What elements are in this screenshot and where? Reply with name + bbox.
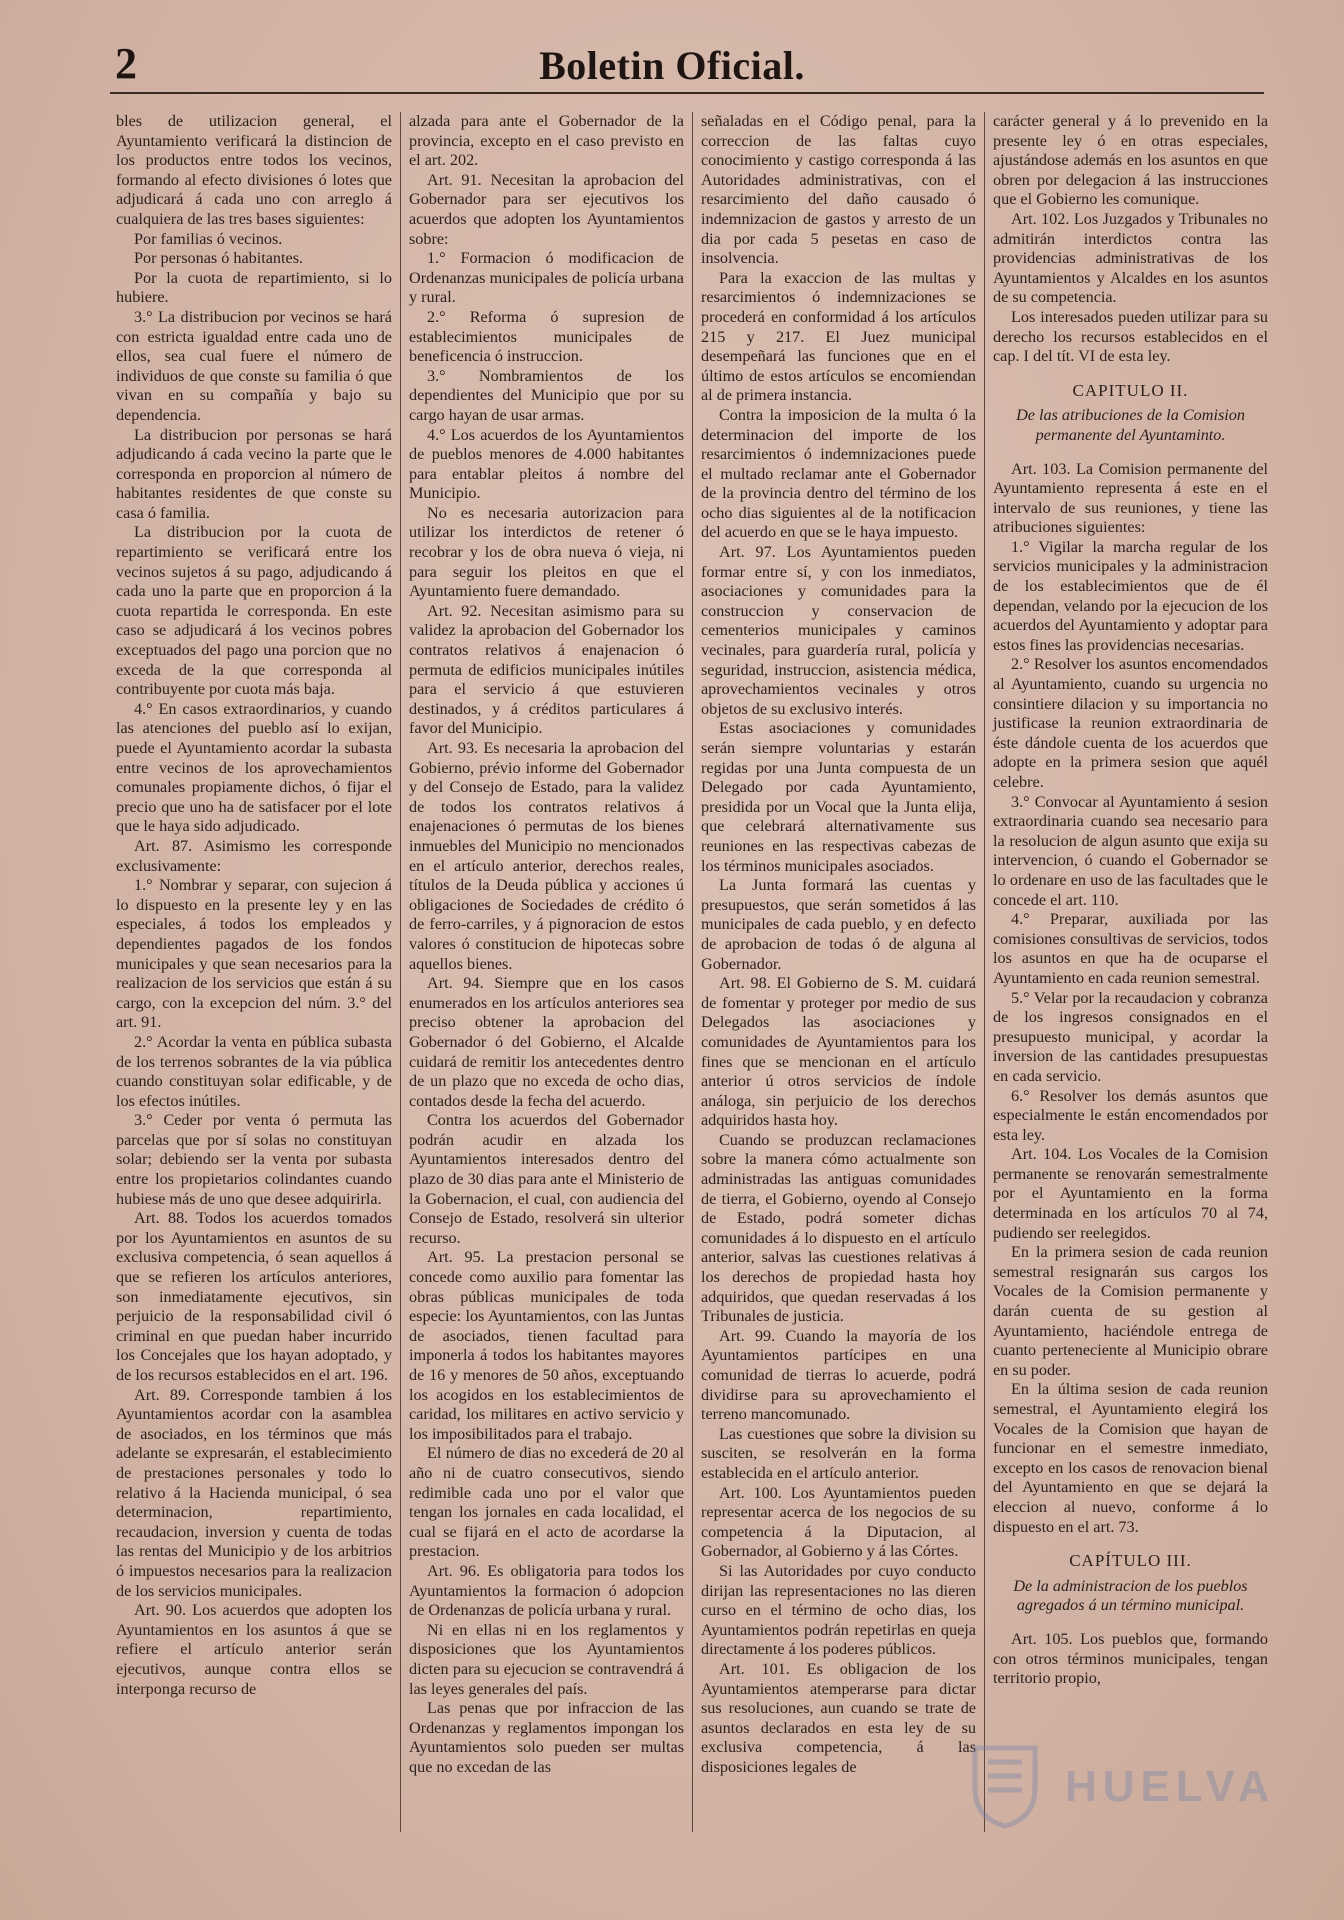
paragraph: Art. 98. El Gobierno de S. M. cuidará de fomentar y proteger por medio de sus Delegados las asociaciones y comunidades de Ayuntamientos para los fines que se mencionan en el artículo anterior ú otros servicios de índole análoga, sin perjuicio de los derechos adquiridos hasta hoy.: [701, 974, 976, 1130]
paragraph: 1.° Nombrar y separar, con sujecion á lo dispuesto en la presente ley y en las especiales, á todos los empleados y dependientes pagados de los fondos municipales y que sean necesarios para la realizacion de los servicios que están á su cargo, con la excepcion del núm. 3.° del art. 91.: [116, 876, 392, 1032]
text-columns: [108, 112, 1278, 1832]
paragraph: 2.° Acordar la venta en pública subasta de los terrenos sobrantes de la via pública cuando constituyan solar edificable, y de los efectos inútiles.: [116, 1032, 392, 1110]
paragraph: Art. 95. La prestacion personal se concede como auxilio para fomentar las obras públicas municipales de toda especie: los Ayuntamientos, con las Juntas de asociados, tienen facultad para imponerla á todos los habitantes mayores de 16 y menores de 50 años, exceptuando los acogidos en los establecimientos de caridad, los militares en activo servicio y los imposibilitados para el trabajo.: [409, 1248, 684, 1443]
paragraph: Por personas ó habitantes.: [134, 249, 304, 268]
chapter-subtitle: De la administracion de los pueblos agregados á un término municipal.: [1013, 1576, 1248, 1615]
paragraph: Si las Autoridades por cuyo conducto dirijan las representaciones no las dieren curso en el término de ocho dias, los Ayuntamientos podrán repetirlas en queja directamente á los poderes públicos.: [701, 1561, 976, 1659]
chapter-heading: CAPITULO II.: [1072, 380, 1189, 400]
paragraph: 4.° En casos extraordinarios, y cuando las atenciones del pueblo así lo exijan, puede el Ayuntamiento acordar la subasta entre vecinos de los aprovechamientos comunales propiamente dichos, ó fijar el precio que uno ha de satisfacer por el lote que le haya sido adjudicado.: [116, 699, 392, 836]
paragraph: La distribucion por la cuota de repartimiento se verificará entre los vecinos sujetos á su pago, adjudicando á cada uno la parte que en proporcion á la cuota repartida le corresponda. En este caso se adjudicará á los vecinos pobres exceptuados del pago una porcion que no exceda de la que corresponda al contribuyente por cuota más baja.: [116, 523, 392, 699]
paragraph: Art. 103. La Comision permanente del Ayuntamiento representa á este en el intervalo de sus reuniones, y tiene las atribuciones siguientes:: [993, 459, 1268, 537]
paragraph: Art. 99. Cuando la mayoría de los Ayuntamientos partícipes en una comunidad de tierras lo acuerde, podrá dividirse para su aprovechamiento el terreno mancomunado.: [701, 1326, 976, 1424]
paragraph: Art. 97. Los Ayuntamientos pueden formar entre sí, y con los inmediatos, asociaciones y comunidades para la construccion y conservacion de cementerios municipales y caminos vecinales, para guardería rural, policía y seguridad, instruccion, asistencia médica, aprovechamientos vecinales y otros objetos de su exclusivo interés.: [701, 543, 976, 718]
paragraph: Contra la imposicion de la multa ó la determinacion del importe de los resarcimientos ó indemnizaciones puede el multado reclamar ante el Gobernador de la provincia dentro del término de los ocho dias siguientes al de la notificacion del acuerdo en que se le haya impuesto.: [701, 405, 976, 542]
watermark: [960, 1740, 1300, 1830]
paragraph: Art. 105. Los pueblos que, formando con otros términos municipales, tengan territorio propio,: [993, 1629, 1268, 1688]
coat-of-arms-icon: [960, 1740, 1050, 1830]
paragraph: Art. 89. Corresponde tambien á los Ayuntamientos acordar con la asamblea de asociados, en los términos que más adelante se expresarán, el establecimiento de prestaciones personales y todo lo relativo á la Hacienda municipal, ó sea determinacion, repartimiento, recaudacion, inversion y cuenta de todas las rentas del Municipio y de los arbitrios ó impuestos necesarios para la realizacion de los servicios municipales.: [116, 1385, 392, 1600]
chapter-heading: CAPÍTULO III.: [1069, 1551, 1192, 1571]
paragraph: Art. 102. Los Juzgados y Tribunales no admitirán interdictos contra las providencias administrativas de los Ayuntamientos y Alcaldes en los asuntos de su competencia.: [993, 209, 1268, 307]
paragraph: La distribucion por personas se hará adjudicando á cada vecino la parte que le corresponda en proporcion al número de habitantes residentes de que conste su casa ó familia.: [116, 425, 392, 522]
paragraph: Las penas que por infraccion de las Ordenanzas y reglamentos impongan los Ayuntamientos solo pueden ser multas que no excedan de las: [409, 1699, 684, 1776]
paragraph: Art. 90. Los acuerdos que adopten los Ayuntamientos en los asuntos á que se refiere el artículo anterior serán ejecutivos, aunque contra ellos se interponga recurso de: [116, 1601, 392, 1698]
paragraph: 3.° Convocar al Ayuntamiento á sesion extraordinaria cuando sea necesario para la resolucion de algun asunto que exija su intervencion, ó cuando el Gobernador se lo ordenare en uso de las facultades que le concede el art. 110.: [993, 792, 1268, 909]
paragraph: Art. 100. Los Ayuntamientos pueden representar acerca de los negocios de su competencia á la Diputacion, al Gobernador, al Gobierno y á las Córtes.: [701, 1483, 976, 1561]
paragraph: 4.° Preparar, auxiliada por las comisiones consultivas de servicios, todos los asuntos en que ha de ocuparse el Ayuntamiento en cada reunion semestral.: [993, 910, 1268, 987]
paragraph: señaladas en el Código penal, para la correccion de las faltas cuyo conocimiento y castigo corresponda á las Autoridades administrativas, con el resarcimiento del daño causado ó indemnizacion de gastos y arresto de un dia por cada 5 pesetas en caso de insolvencia.: [701, 112, 976, 268]
paragraph: bles de utilizacion general, el Ayuntamiento verificará la distincion de los productos entre todos los vecinos, formando al efecto divisiones ó lotes que adjudicará á cada uno con arreglo á cualquiera de las tres bases siguientes:: [116, 112, 392, 228]
paragraph: alzada para ante el Gobernador de la provincia, excepto en el caso previsto en el art. 202.: [409, 112, 684, 170]
paragraph: 3.° Nombramientos de los dependientes del Municipio que por su cargo hayan de usar armas.: [409, 366, 684, 424]
column-3: [692, 112, 984, 1832]
column-4: [984, 112, 1276, 1832]
paragraph: Contra los acuerdos del Gobernador podrán acudir en alzada los Ayuntamientos interesados dentro del plazo de 30 dias para ante el Ministerio de la Gobernacion, el cual, con audiencia del Consejo de Estado, resolverá sin ulterior recurso.: [409, 1111, 684, 1247]
paragraph: 2.° Reforma ó supresion de establecimientos municipales de beneficencia ó instruccion.: [409, 307, 684, 366]
paragraph: Estas asociaciones y comunidades serán siempre voluntarias y estarán regidas por una Junta compuesta de un Delegado por cada Ayuntamiento, presidida por un Vocal que la Junta elija, que celebrará alternativamente sus reuniones en las respectivas cabezas de los términos municipales asociados.: [701, 719, 976, 875]
paragraph: 4.° Los acuerdos de los Ayuntamientos de pueblos menores de 4.000 habitantes para entablar pleitos á nombre del Municipio.: [409, 425, 684, 503]
paragraph: 2.° Resolver los asuntos encomendados al Ayuntamiento, cuando su urgencia no consintiere dilacion y su importancia no justificase la reunion extraordinaria de éste dándole cuenta de los acuerdos que adopte en la primera sesion que aquél celebre.: [993, 655, 1268, 791]
header-rule: [110, 92, 1264, 94]
page-number: 2: [115, 39, 137, 88]
paragraph: 1.° Vigilar la marcha regular de los servicios municipales y la administracion de los establecimientos que de él dependan, velando por la ejecucion de los acuerdos del Ayuntamiento y adoptar para estos fines las providencias necesarias.: [993, 537, 1268, 654]
page-title: Boletin Oficial.: [539, 43, 805, 88]
paragraph: Art. 94. Siempre que en los casos enumerados en los artículos anteriores sea preciso obtener la aprobacion del Gobernador ó del Gobierno, el Alcalde cuidará de remitir los antecedentes dentro de un plazo que no exceda de ocho dias, contados desde la fecha del acuerdo.: [409, 974, 684, 1110]
paragraph: Art. 87. Asimismo les corresponde exclusivamente:: [116, 836, 392, 875]
column-1: [108, 112, 400, 1832]
paragraph: En la última sesion de cada reunion semestral, el Ayuntamiento elegirá los Vocales de la Comision que hayan de funcionar en el semestre inmediato, excepto en los casos de renovacion bienal del Ayuntamiento en que se dejará la eleccion al nuevo, conforme á lo dispuesto en el art. 73.: [993, 1380, 1268, 1536]
paragraph: 3.° Ceder por venta ó permuta las parcelas que por sí solas no constituyan solar; debiendo ser la venta por subasta entre los propietarios colindantes cuando hubiese más de uno que desee adquirirla.: [116, 1111, 392, 1208]
paragraph: Las cuestiones que sobre la division su susciten, se resolverán en la forma establecida en el artículo anterior.: [701, 1424, 976, 1482]
paragraph: Art. 101. Es obligacion de los Ayuntamientos atemperarse para dictar sus resoluciones, aun cuando se trate de asuntos declarados en esta ley de su exclusiva competencia, á las disposiciones legales de: [701, 1659, 976, 1776]
paragraph: 3.° La distribucion por vecinos se hará con estricta igualdad entre cada uno de ellos, sea cual fuere el número de individuos de que conste su familia ó que vivan en su compañía y bajo su dependencia.: [116, 307, 392, 424]
paragraph: La Junta formará las cuentas y presupuestos, que serán sometidos á las municipales de cada pueblo, y en defecto de aprobacion de todas ó de alguna al Gobernador.: [701, 876, 976, 973]
paragraph: El número de dias no excederá de 20 al año ni de cuatro consecutivos, siendo redimible cada uno por el valor que tengan los jornales en cada localidad, el cual se fijará en el acto de acordarse la prestacion.: [409, 1444, 684, 1561]
paragraph: 5.° Velar por la recaudacion y cobranza de los ingresos consignados en el presupuesto municipal, y acordar la inversion de las cantidades presupuestas en cada servicio.: [993, 988, 1268, 1085]
paragraph: Por familias ó vecinos.: [134, 229, 283, 248]
paragraph: En la primera sesion de cada reunion semestral resignarán sus cargos los Vocales de la Comision permanente y darán cuenta de su gestion al Ayuntamiento, haciéndole entrega de cuanto perteneciente al Municipio obrare en su poder.: [993, 1243, 1268, 1379]
paragraph: Art. 92. Necesitan asimismo para su validez la aprobacion del Gobernador los contratos relativos á enajenacion ó permuta de edificios municipales inútiles para el servicio á que estuvieren destinados, y á créditos particulares á favor del Municipio.: [409, 601, 684, 738]
paragraph: Art. 88. Todos los acuerdos tomados por los Ayuntamientos en asuntos de su exclusiva competencia, ó sean aquellos á que se refieren los artículos anteriores, son inmediatamente ejecutivos, sin perjuicio de la responsabilidad civil ó criminal en que puedan haber incurrido los Concejales que los hayan adoptado, y de los recursos establecidos en el art. 196.: [116, 1209, 392, 1384]
paragraph: Art. 96. Es obligatoria para todos los Ayuntamientos la formacion ó adopcion de Ordenanzas de policía urbana y rural.: [409, 1561, 684, 1620]
paragraph: Cuando se produzcan reclamaciones sobre la manera cómo actualmente son administradas las antiguas comunidades de tierra, el Gobierno, oyendo al Consejo de Estado, podrá someter dichas comunidades á lo dispuesto en el artículo anterior, salvas las cuestiones relativas á los derechos de propiedad hasta hoy adquiridos, que quedan reservadas á los Tribunales de justicia.: [701, 1130, 976, 1326]
page-header: [0, 30, 1344, 100]
paragraph: Ni en ellas ni en los reglamentos y disposiciones que los Ayuntamientos dicten para su ejecucion se contravendrá á las leyes generales del país.: [409, 1620, 684, 1698]
watermark-text: HUELVA: [1065, 1762, 1276, 1811]
paragraph: 6.° Resolver los demás asuntos que especialmente le están encomendados por esta ley.: [993, 1086, 1268, 1144]
chapter-subtitle: De las atribuciones de la Comision permanente del Ayuntaminto.: [1016, 406, 1245, 444]
paragraph: 1.° Formacion ó modificacion de Ordenanzas municipales de policía urbana y rural.: [409, 249, 684, 307]
paragraph: Art. 91. Necesitan la aprobacion del Gobernador para ser ejecutivos los acuerdos que adopten los Ayuntamientos sobre:: [409, 170, 684, 248]
paragraph: Art. 93. Es necesaria la aprobacion del Gobierno, prévio informe del Gobernador y del Consejo de Estado, para la validez de todos los contratos relativos á enajenaciones ó permutas de los bienes inmuebles del Municipio no mencionados en el artículo anterior, derechos reales, títulos de la Deuda pública y acciones ú obligaciones de Sociedades de crédito ó de ferro-carriles, y á pignoracion de estos valores ó constitucion de hipotecas sobre aquellos bienes.: [409, 739, 684, 973]
paragraph: No es necesaria autorizacion para utilizar los interdictos de retener ó recobrar y los de obra nueva ó vieja, ni para seguir los pleitos en que el Ayuntamiento fuere demandado.: [409, 503, 684, 601]
column-2: [400, 112, 692, 1832]
paragraph: Art. 104. Los Vocales de la Comision permanente se renovarán semestralmente por el Ayuntamiento en la forma determinada en los artículos 70 al 74, pudiendo ser reelegidos.: [993, 1145, 1268, 1242]
paragraph: Los interesados pueden utilizar para su derecho los recursos establecidos en el cap. I del tít. VI de esta ley.: [993, 307, 1268, 366]
paragraph: Para la exaccion de las multas y resarcimientos ó indemnizaciones se procederá en conformidad á los artículos 215 y 217. El Juez municipal desempeñará las funciones que en el último de estos artículos se encomiendan al de primera instancia.: [701, 268, 976, 405]
paragraph: Por la cuota de repartimiento, si lo hubiere.: [116, 268, 392, 307]
paragraph: carácter general y á lo prevenido en la presente ley ó en otras especiales, ajustándose además en los asuntos en que obren por delegacion á las instrucciones que el Gobierno les comunique.: [993, 112, 1268, 209]
